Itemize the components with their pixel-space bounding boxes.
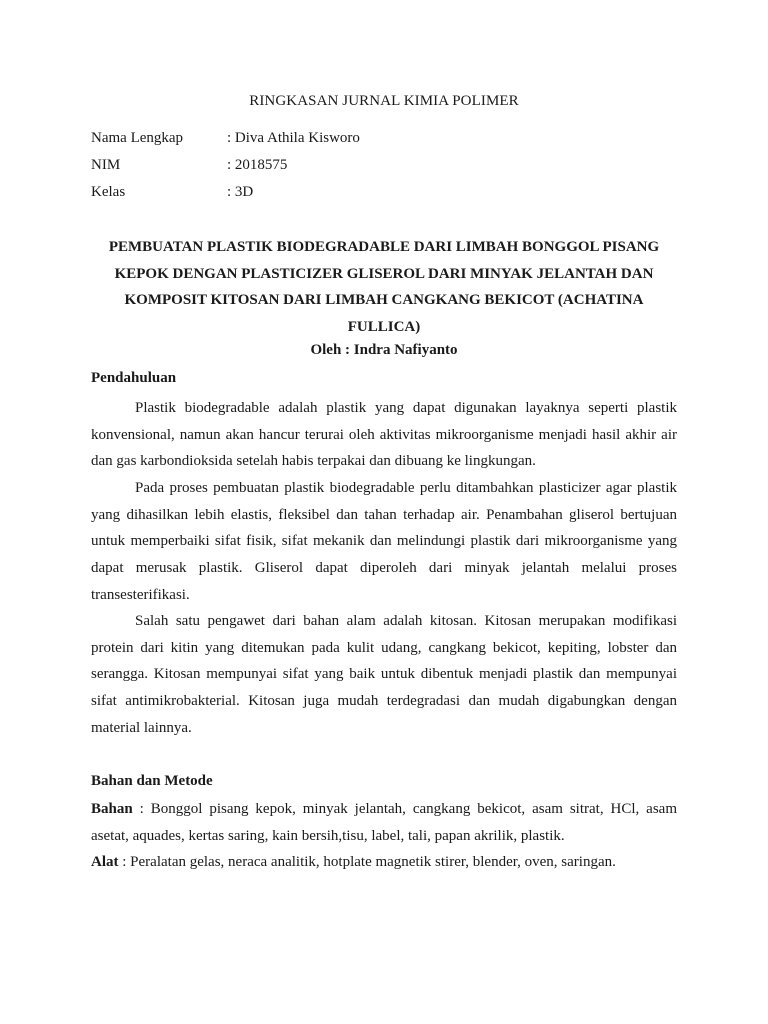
- paragraph-2: Pada proses pembuatan plastik biodegradable perlu ditambahkan plasticizer agar plastik yang dihasilkan lebih elastis, fleksibel dan tahan terhadap air. Penambahan gliserol bertujuan untuk memperbaiki sifat fisik, sifat mekanik dan melindungi plastik dari mikroorganisme yang dapat merusak plastik. Gliserol dapat diperoleh dari minyak jelantah melalui proses transesterifikasi.: [91, 480, 677, 603]
- section-heading-bahan-metode: Bahan dan Metode: [91, 773, 213, 789]
- info-label: NIM: [91, 157, 121, 173]
- bahan-paragraph: [91, 796, 677, 849]
- info-row-nim: [91, 157, 527, 184]
- bahan-text: : Bonggol pisang kepok, minyak jelantah, cangkang bekicot, asam sitrat, HCl, asam asetat, aquades, kertas saring, kain bersih,tisu, label, tali, papan akrilik, plastik.: [91, 801, 677, 844]
- alat-label: Alat: [91, 854, 119, 870]
- paragraph-3: Salah satu pengawet dari bahan alam adalah kitosan. Kitosan merupakan modifikasi protein dari kitin yang ditemukan pada kulit udang, cangkang bekicot, kepiting, lobster dan serangga. Kitosan mempunyai sifat yang baik untuk dibentuk menjadi plastik dan mempunyai sifat antimikrobakterial. Kitosan juga mudah terdegradasi dan mudah digabungkan dengan material lainnya.: [91, 613, 677, 736]
- article-title: PEMBUATAN PLASTIK BIODEGRADABLE DARI LIMBAH BONGGOL PISANG KEPOK DENGAN PLASTICIZER GLISEROL DARI MINYAK JELANTAH DAN KOMPOSIT KITOSAN DARI LIMBAH CANGKANG BEKICOT (ACHATINA FULLICA): [108, 239, 660, 335]
- info-label: Kelas: [91, 184, 126, 200]
- document-title: RINGKASAN JURNAL KIMIA POLIMER: [249, 93, 519, 109]
- paragraph-1: Plastik biodegradable adalah plastik yang dapat digunakan layaknya seperti plastik konvensional, namun akan hancur terurai oleh aktivitas mikroorganisme menjadi hasil akhir air dan gas karbondioksida setelah habis terpakai dan dibuang ke lingkungan.: [91, 400, 677, 470]
- bahan-label: Bahan: [91, 801, 133, 817]
- section-heading-pendahuluan: Pendahuluan: [91, 370, 177, 386]
- info-label: Nama Lengkap: [91, 130, 184, 146]
- alat-text: : Peralatan gelas, neraca analitik, hotplate magnetik stirer, blender, oven, saringan.: [118, 854, 616, 870]
- info-row-name: [91, 130, 527, 157]
- student-info: [91, 130, 527, 211]
- info-value: : Diva Athila Kisworo: [227, 130, 360, 146]
- alat-paragraph: [91, 849, 677, 876]
- article-author: Oleh : Indra Nafiyanto: [310, 342, 458, 358]
- info-row-class: [91, 184, 527, 211]
- info-value: : 2018575: [227, 157, 288, 173]
- info-value: : 3D: [227, 184, 254, 200]
